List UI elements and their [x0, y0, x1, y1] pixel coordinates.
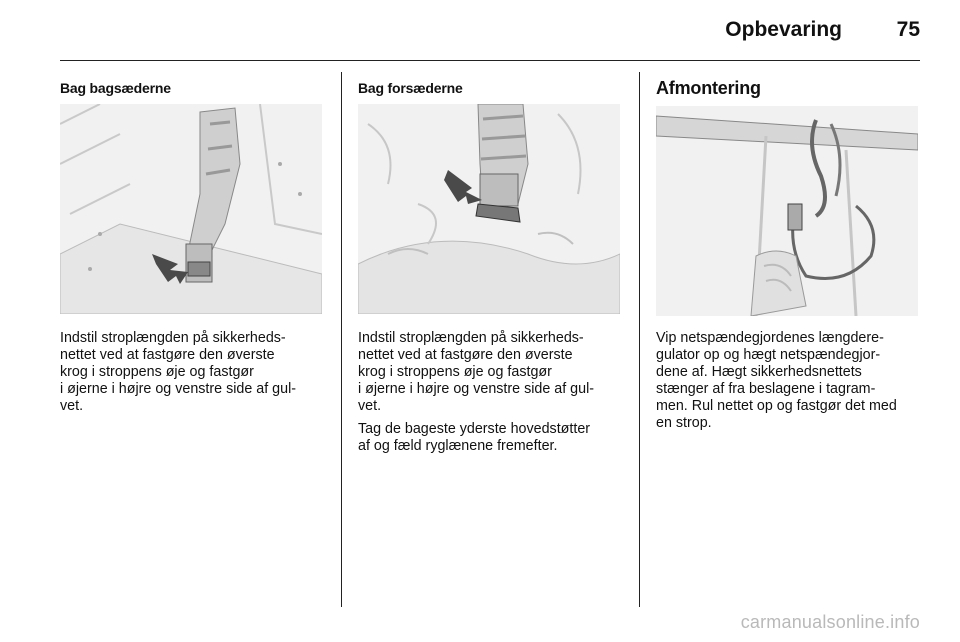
text-line: men. Rul nettet op og fastgør det med [656, 398, 897, 414]
column-text [60, 330, 328, 421]
front-seat-strap-hook-illustration [358, 104, 620, 314]
column-heading: Afmontering [656, 78, 761, 98]
net-tensioner-removal-illustration [656, 106, 918, 316]
paragraph [358, 330, 626, 415]
text-line: Indstil stroplængden på sikkerheds- [358, 330, 584, 346]
column-text [656, 330, 924, 438]
text-line: Tag de bageste yderste hovedstøtter [358, 421, 591, 437]
text-line: af og fæld ryglænene fremefter. [358, 438, 558, 454]
text-line: Indstil stroplængden på sikkerheds- [60, 330, 286, 346]
text-line: krog i stroppens øje og fastgør [60, 364, 254, 380]
section-title: Opbevaring [725, 18, 842, 41]
column-divider-1 [341, 72, 342, 607]
column-text [358, 330, 626, 461]
column-heading: Bag bagsæderne [60, 80, 171, 96]
rear-seat-strap-hook-illustration [60, 104, 322, 314]
page-header [0, 0, 960, 62]
text-line: i øjerne i højre og venstre side af gul- [358, 381, 595, 397]
text-line: dene af. Hægt sikkerhedsnettets [656, 364, 862, 380]
text-line: Vip netspændegjordenes længdere- [656, 330, 884, 346]
text-line: nettet ved at fastgøre den øverste [358, 347, 573, 363]
column-heading: Bag forsæderne [358, 80, 463, 96]
column-rear-seats [60, 74, 330, 96]
text-line: gulator op og hægt netspændegjor- [656, 347, 881, 363]
paragraph [358, 421, 626, 455]
text-line: stænger af fra beslagene i tagram- [656, 381, 876, 397]
text-line: en strop. [656, 415, 712, 431]
text-line: vet. [60, 398, 84, 414]
paragraph [656, 330, 924, 432]
text-line: i øjerne i højre og venstre side af gul- [60, 381, 297, 397]
text-line: nettet ved at fastgøre den øverste [60, 347, 275, 363]
watermark: carmanualsonline.info [740, 612, 920, 632]
header-rule [60, 60, 920, 61]
column-removal [656, 74, 926, 99]
page-number: 75 [896, 18, 920, 41]
text-line: krog i stroppens øje og fastgør [358, 364, 552, 380]
column-divider-2 [639, 72, 640, 607]
column-front-seats [358, 74, 628, 96]
paragraph [60, 330, 328, 415]
text-line: vet. [358, 398, 382, 414]
